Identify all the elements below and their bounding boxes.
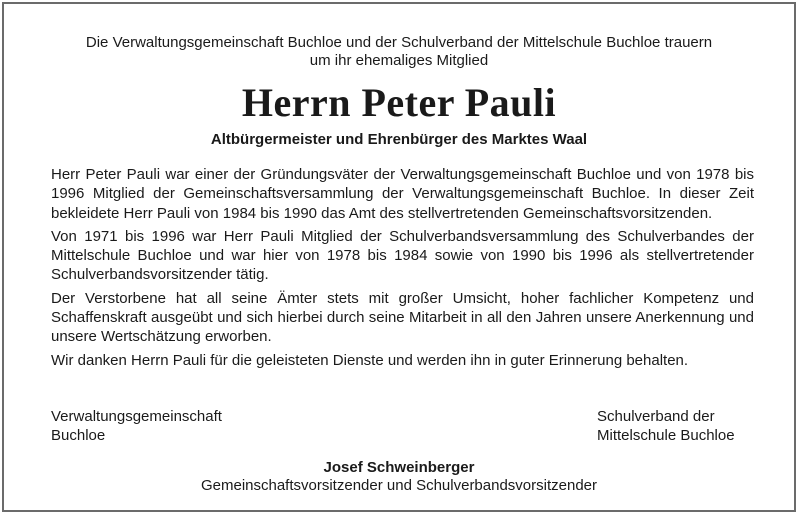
- signer-name: Josef Schweinberger: [323, 459, 475, 476]
- notice-body: [51, 165, 754, 370]
- deceased-name: Herrn Peter Pauli: [241, 80, 557, 125]
- obituary-notice: [2, 2, 796, 512]
- intro-text: [4, 34, 794, 70]
- body-paragraph: Herr Peter Pauli war einer der Gründungsväter der Verwaltungsgemeinschaft Buchloe und von 1978 bis 1996 Mitglied der Gemeinschaftsversammlung der Verwaltungsgemeinschaft Buchloe. In dieser Zeit bekleidete Herr Pauli von 1984 bis 1990 das Amt des stellvertretenden Gemeinschaftsvorsitzenden.: [51, 166, 754, 222]
- deceased-title: Altbürgermeister und Ehrenbürger des Marktes Waal: [210, 131, 588, 148]
- signature-right: [597, 407, 735, 445]
- signature-left: [51, 407, 222, 445]
- signature-left-line-1: Verwaltungsgemeinschaft: [51, 408, 222, 425]
- signature-right-line-2: Mittelschule Buchloe: [597, 427, 735, 444]
- signature-left-line-2: Buchloe: [51, 427, 106, 444]
- body-paragraph: Der Verstorbene hat all seine Ämter stets mit großer Umsicht, hoher fachlicher Kompetenz und Schaffenskraft ausgeübt und sich hierbei durch seine Mitarbeit in all den Jahren unsere Anerkennung und unsere Wertschätzung erworben.: [51, 289, 754, 346]
- body-paragraph: Wir danken Herrn Pauli für die geleisteten Dienste und werden ihn in guter Erinnerung behalten.: [51, 351, 689, 369]
- intro-line-1: Die Verwaltungsgemeinschaft Buchloe und der Schulverband der Mittelschule Buchloe trauern: [85, 34, 713, 51]
- intro-line-2: um ihr ehemaliges Mitglied: [309, 52, 489, 69]
- body-paragraph: Von 1971 bis 1996 war Herr Pauli Mitglied der Schulverbandsversammlung des Schulverbandes der Mittelschule Buchloe und war hier von 1978 bis 1984 sowie von 1990 bis 1996 als stellvertretender Schulverbandsvorsitzender tätig.: [51, 227, 754, 284]
- signer-role: Gemeinschaftsvorsitzender und Schulverbandsvorsitzender: [200, 477, 598, 494]
- signature-right-line-1: Schulverband der: [597, 408, 715, 425]
